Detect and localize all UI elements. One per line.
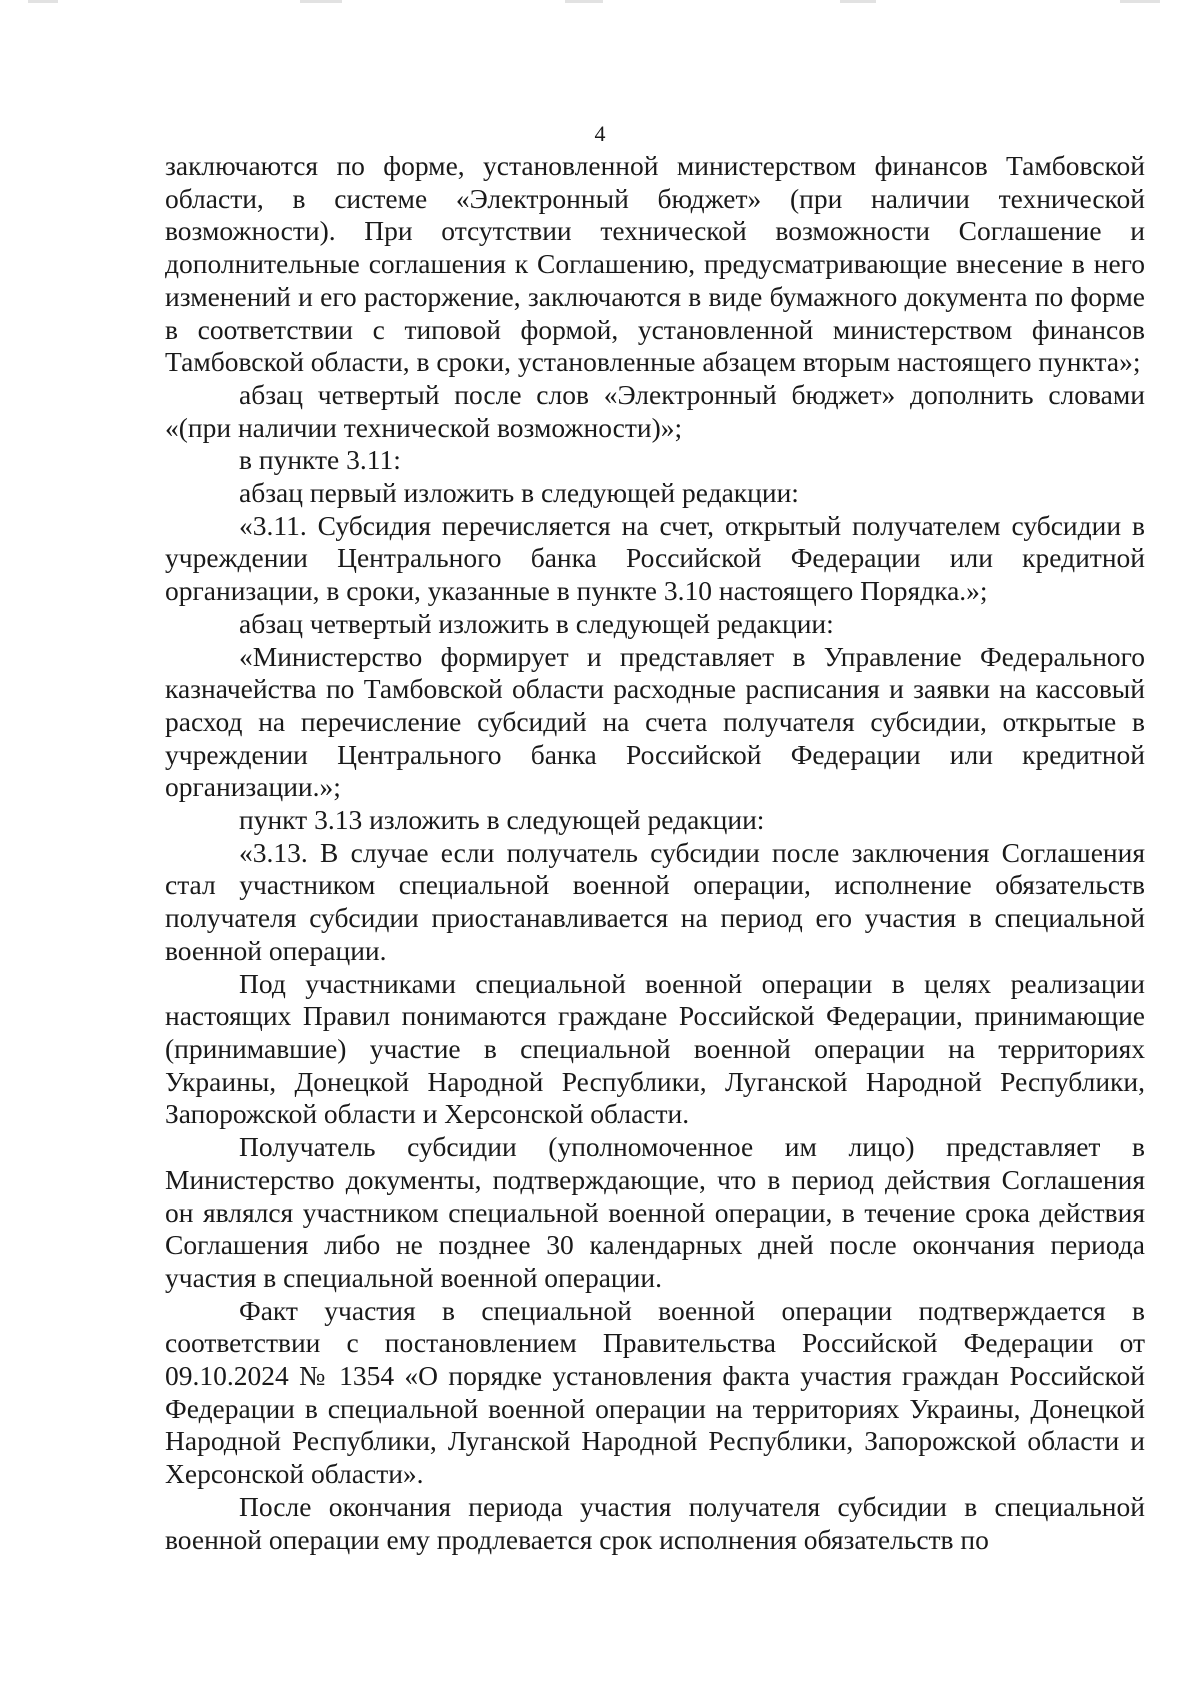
- paragraph-point-3-13-instruction: пункт 3.13 изложить в следующей редакции:: [239, 804, 765, 836]
- paragraph-para1-instruction: абзац первый изложить в следующей редакции:: [239, 477, 799, 509]
- scan-artifact: [28, 0, 58, 3]
- paragraph-participants-definition: Под участниками специальной военной операции в целях реализации настоящих Правил понимаются граждане Российской Федерации, принимающие (принимавшие) участие в специальной военной операции на территориях Украины, Донецкой Народной Республики, Луганской Народной Республики, Запорожской области и Херсонской области.: [165, 967, 1145, 1130]
- paragraph-point-3-13-text: «3.13. В случае если получатель субсидии после заключения Соглашения стал участником специальной военной операции, исполнение обязательств получателя субсидии приостанавливается на период его участия в специальной военной операции.: [165, 836, 1145, 966]
- paragraph-recipient-documents: Получатель субсидии (уполномоченное им лицо) представляет в Министерство документы, подтверждающие, что в период действия Соглашения он являлся участником специальной военной операции, в течение срока действия Соглашения либо не позднее 30 календарных дней после окончания периода участия в специальной военной операции.: [165, 1131, 1145, 1293]
- scan-artifact: [840, 0, 876, 3]
- paragraph-ministry-text: «Министерство формирует и представляет в Управление Федерального казначейства по Тамбовской области расходные расписания и заявки на кассовый расход на перечисление субсидий на счета получателя субсидии, открытые в учреждении Центрального банка Российской Федерации или кредитной организации.»;: [165, 640, 1145, 803]
- paragraph-point-3-11-heading: в пункте 3.11:: [239, 444, 401, 476]
- paragraph-para4-instruction: абзац четвертый изложить в следующей редакции:: [239, 607, 834, 639]
- scan-artifact: [565, 0, 603, 3]
- scan-artifact: [1120, 0, 1160, 3]
- document-body: [165, 150, 1145, 1556]
- scan-artifact: [300, 0, 342, 3]
- paragraph-continuation: заключаются по форме, установленной министерством финансов Тамбовской области, в системе «Электронный бюджет» (при наличии технической возможности). При отсутствии технической возможности Соглашение и дополнительные соглашения к Соглашению, предусматривающие внесение в него изменений и его расторжение, заключаются в виде бумажного документа по форме в соответствии с типовой формой, установленной министерством финансов Тамбовской области, в сроки, установленные абзацем вторым настоящего пункта»;: [165, 150, 1145, 378]
- paragraph-point-3-11-text: «3.11. Субсидия перечисляется на счет, открытый получателем субсидии в учреждении Центрального банка Российской Федерации или кредитной организации, в сроки, указанные в пункте 3.10 настоящего Порядка.»;: [165, 509, 1145, 607]
- paragraph-participation-fact: Факт участия в специальной военной операции подтверждается в соответствии с постановлением Правительства Российской Федерации от 09.10.2024 № 1354 «О порядке установления факта участия граждан Российской Федерации в специальной военной операции на территориях Украины, Донецкой Народной Республики, Луганской Народной Республики, Запорожской области и Херсонской области».: [165, 1294, 1145, 1490]
- paragraph-amendment-para4: абзац четвертый после слов «Электронный бюджет» дополнить словами «(при наличии технической возможности)»;: [165, 378, 1145, 443]
- paragraph-term-extension: После окончания периода участия получателя субсидии в специальной военной операции ему продлевается срок исполнения обязательств по: [165, 1490, 1145, 1555]
- page-number: 4: [594, 121, 606, 146]
